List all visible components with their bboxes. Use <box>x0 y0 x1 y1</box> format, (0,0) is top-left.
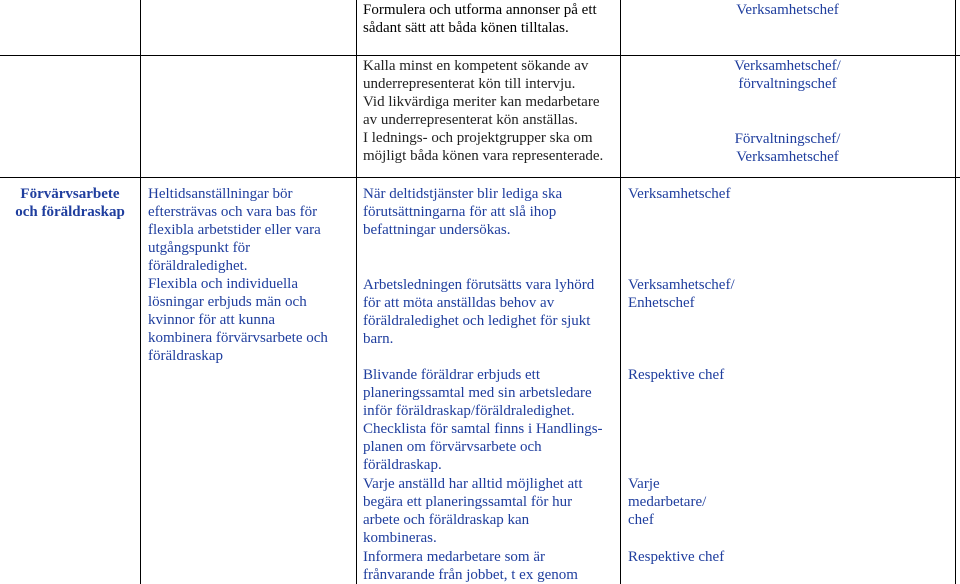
second-responsible-b <box>620 130 955 166</box>
measure-2 <box>363 276 618 348</box>
rule-right-edge <box>955 0 956 584</box>
text-line: kombinera förvärvsarbete och <box>148 330 328 346</box>
top-measure-text <box>363 1 618 37</box>
measure-5 <box>363 548 618 584</box>
text-line: föräldraskap <box>148 348 223 364</box>
text-line: arbete och föräldraskap kan <box>363 512 530 528</box>
text-line: Formulera och utforma annonser på ett <box>363 2 597 18</box>
text-line: föräldraskap. <box>363 457 442 473</box>
measure-4 <box>363 475 618 547</box>
text-line: Varje <box>628 476 660 492</box>
text-line: Heltidsanställningar bör <box>148 186 293 202</box>
text-line: och föräldraskap <box>15 204 125 220</box>
text-line: Informera medarbetare som är <box>363 549 545 565</box>
text-line: kombineras. <box>363 530 437 546</box>
text-line: befattningar undersökas. <box>363 222 511 238</box>
responsible-3 <box>628 366 953 384</box>
text-line: sådant sätt att båda könen tilltalas. <box>363 20 569 36</box>
measure-1 <box>363 185 618 239</box>
text-line: föräldraledighet och ledighet för sjukt <box>363 313 591 329</box>
text-line: planen om förvärvsarbete och <box>363 439 542 455</box>
text-line: Verksamhetschef <box>628 186 731 202</box>
text-line: Förvaltningschef/ <box>734 131 841 147</box>
text-line: av underrepresenterat kön anställas. <box>363 112 578 128</box>
rule-second-row-bottom <box>0 177 960 178</box>
text-line: Arbetsledningen förutsätts vara lyhörd <box>363 277 595 293</box>
text-line: utgångspunkt för <box>148 240 251 256</box>
rule-col-1 <box>140 0 141 584</box>
text-line: flexibla arbetstider eller vara <box>148 222 321 238</box>
text-line: I lednings- och projektgrupper ska om <box>363 130 593 146</box>
text-line: Blivande föräldrar erbjuds ett <box>363 367 541 383</box>
rule-top-row-bottom <box>0 55 960 56</box>
text-line: medarbetare/ <box>628 494 707 510</box>
text-line: frånvarande från jobbet, t ex genom <box>363 567 578 583</box>
text-line: föräldraledighet. <box>148 258 248 274</box>
text-line: Verksamhetschef <box>736 149 839 165</box>
rule-col-2 <box>356 0 357 584</box>
responsible-2 <box>628 276 953 312</box>
text-line: eftersträvas och vara bas för <box>148 204 318 220</box>
text-line: Checklista för samtal finns i Handlings- <box>363 421 603 437</box>
text-line: När deltidstjänster blir lediga ska <box>363 186 563 202</box>
text-line: Respektive chef <box>628 367 725 383</box>
second-measure-text <box>363 57 618 165</box>
section-goal <box>148 185 354 365</box>
text-line: lösningar erbjuds män och <box>148 294 307 310</box>
text-line: chef <box>628 512 654 528</box>
text-line: Varje anställd har alltid möjlighet att <box>363 476 583 492</box>
text-line: planeringssamtal med sin arbetsledare <box>363 385 592 401</box>
second-responsible-a <box>620 57 955 93</box>
text-line: möjligt båda könen vara representerade. <box>363 148 604 164</box>
text-line: begära ett planeringssamtal för hur <box>363 494 573 510</box>
text-line: Verksamhetschef/ <box>628 277 735 293</box>
text-line: förvaltningschef <box>738 76 837 92</box>
section-title <box>0 185 140 221</box>
text-line: förutsättningarna för att slå ihop <box>363 204 557 220</box>
text-line: barn. <box>363 331 394 347</box>
text-line: kvinnor för att kunna <box>148 312 276 328</box>
text-line: för att möta anställdas behov av <box>363 295 555 311</box>
text-line: Kalla minst en kompetent sökande av <box>363 58 589 74</box>
text-line: Verksamhetschef/ <box>734 58 841 74</box>
text-line: Respektive chef <box>628 549 725 565</box>
responsible-1 <box>628 185 953 203</box>
measure-3 <box>363 366 618 474</box>
text-line: Vid likvärdiga meriter kan medarbetare <box>363 94 600 110</box>
text-line: inför föräldraskap/föräldraledighet. <box>363 403 575 419</box>
text-line: Förvärvsarbete <box>20 186 120 202</box>
top-responsible <box>620 1 955 19</box>
responsible-5 <box>628 548 953 566</box>
text-line: underrepresenterat kön till intervju. <box>363 76 576 92</box>
text-line: Flexibla och individuella <box>148 276 298 292</box>
text-line: Verksamhetschef <box>736 2 839 18</box>
text-line: Enhetschef <box>628 295 695 311</box>
responsible-4 <box>628 475 953 529</box>
